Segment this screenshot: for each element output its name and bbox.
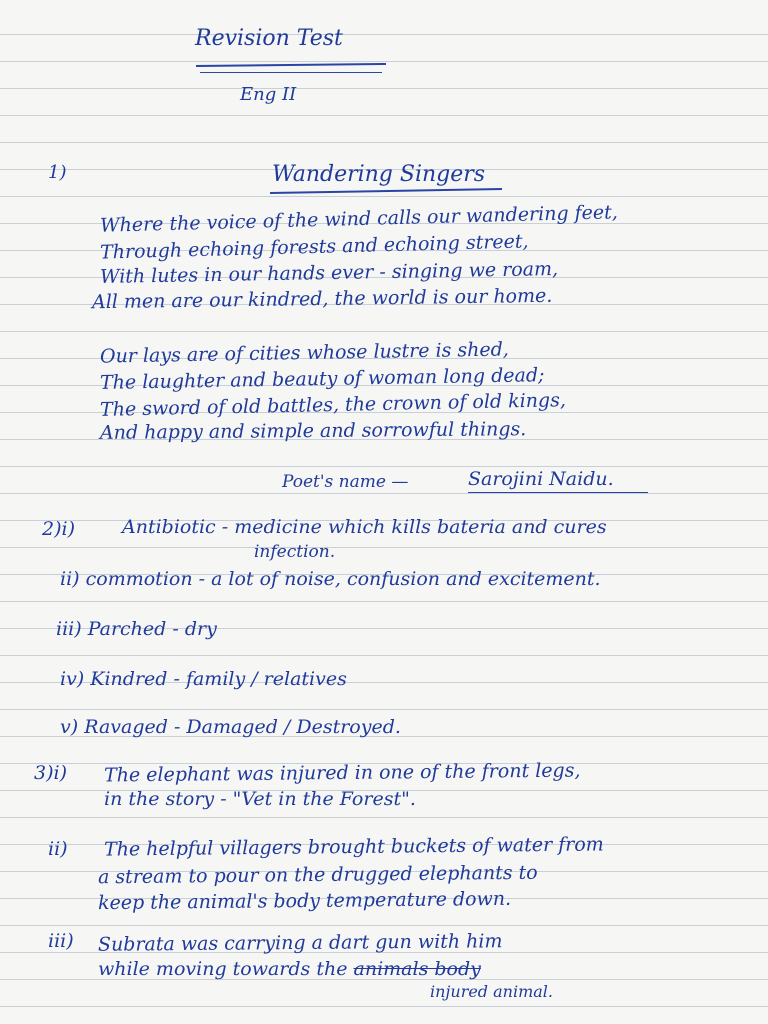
answer-item: Antibiotic - medicine which kills bateria and cures — [122, 516, 607, 538]
answer-insertion: injured animal. — [430, 982, 554, 1001]
poem-line: Through echoing forests and echoing street, — [99, 230, 529, 264]
answer-line: while moving towards the animals body — [98, 958, 481, 980]
answer-item: ii) commotion - a lot of noise, confusion and excitement. — [60, 568, 601, 590]
answer-number: ii) — [48, 838, 68, 860]
poet-name-underline — [468, 492, 648, 493]
page-title: Revision Test — [195, 26, 343, 51]
poem-line: The sword of old battles, the crown of old kings, — [99, 389, 567, 421]
answer-line: The elephant was injured in one of the front legs, — [103, 759, 581, 787]
answer-continuation: infection. — [254, 542, 336, 562]
title-underline — [196, 63, 386, 67]
answer-number: iii) — [48, 930, 74, 952]
poem-line: All men are our kindred, the world is our home. — [91, 284, 553, 314]
answer-line: Subrata was carrying a dart gun with him — [97, 930, 503, 956]
struck-text: animals body — [353, 958, 481, 980]
answer-line: The helpful villagers brought buckets of water from — [103, 833, 604, 861]
question-1-number: 1) — [48, 162, 67, 183]
answer-item: v) Ravaged - Damaged / Destroyed. — [60, 716, 401, 738]
question-3-number: 3)i) — [34, 762, 67, 784]
title-underline-second — [200, 72, 382, 73]
poem-line: With lutes in our hands ever - singing we roam, — [99, 258, 559, 288]
poem-title-underline — [270, 188, 502, 194]
poem-line: And happy and simple and sorrowful things. — [99, 418, 527, 444]
poet-name: Sarojini Naidu. — [468, 468, 614, 490]
answer-item: iii) Parched - dry — [56, 618, 217, 640]
poem-title: Wandering Singers — [272, 162, 486, 187]
answer-line: in the story - "Vet in the Forest". — [104, 788, 416, 810]
poem-line: Our lays are of cities whose lustre is shed, — [99, 338, 510, 368]
poem-line: The laughter and beauty of woman long dead; — [99, 364, 545, 394]
poem-line: Where the voice of the wind calls our wandering feet, — [99, 201, 619, 237]
answer-item: iv) Kindred - family / relatives — [60, 668, 347, 690]
answer-line: keep the animal's body temperature down. — [97, 887, 512, 915]
poet-label: Poet's name — — [282, 472, 409, 492]
question-2-number: 2)i) — [42, 518, 76, 540]
page-subtitle: Eng II — [240, 84, 297, 105]
answer-line: a stream to pour on the drugged elephants to — [97, 861, 538, 889]
